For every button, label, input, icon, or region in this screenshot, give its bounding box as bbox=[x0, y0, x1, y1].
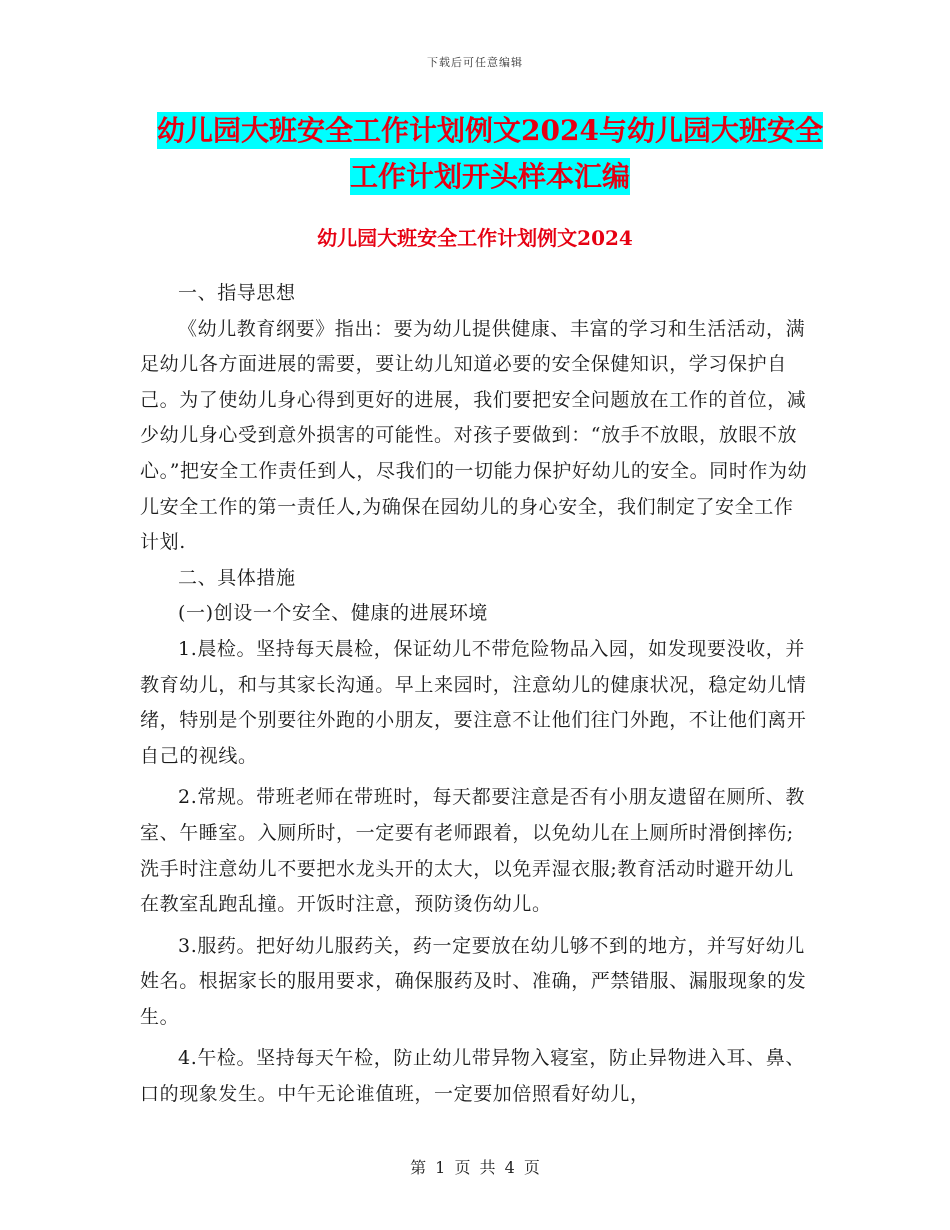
heading-guiding-thought: 一、指导思想 bbox=[178, 282, 296, 304]
heading-measures: 二、具体措施 bbox=[178, 566, 296, 589]
section-subtitle: 幼儿园大班安全工作计划例文2024 bbox=[317, 226, 633, 250]
paragraph-guiding-thought: 《幼儿教育纲要》指出：要为幼儿提供健康、丰富的学习和生活活动，满足幼儿各方面进展的需要，要让幼儿知道必要的安全保健知识，学习保护自己。为了使幼儿身心得到更好的进展，我们要把安全问题放在工作的首位，减少幼儿身心受到意外损害的可能性。对孩子要做到：“放手不放眼，放眼不放心。”把安全工作责任到人，尽我们的一切能力保护好幼儿的安全。同时作为幼儿安全工作的第一责任人,为确保在园幼儿的身心安全，我们制定了安全工作计划. bbox=[140, 317, 808, 554]
title-line-1: 幼儿园大班安全工作计划例文2024与幼儿园大班安全 bbox=[157, 114, 823, 147]
title-line-2: 工作计划开头样本汇编 bbox=[349, 160, 630, 193]
document-body bbox=[140, 276, 810, 1113]
paragraph-medicine: 3.服药。把好幼儿服药关，药一定要放在幼儿够不到的地方，并写好幼儿姓名。根据家长的服用要求，确保服药及时、准确，严禁错服、漏服现象的发生。 bbox=[140, 934, 807, 1028]
header-note: 下载后可任意编辑 bbox=[427, 56, 523, 69]
subheading-environment: (一)创设一个安全、健康的进展环境 bbox=[178, 602, 489, 625]
document-title bbox=[140, 108, 840, 200]
page-footer: 第 1 页 共 4 页 bbox=[410, 1158, 540, 1177]
paragraph-morning-check: 1.晨检。坚持每天晨检，保证幼儿不带危险物品入园，如发现要没收，并教育幼儿，和与其家长沟通。早上来园时，注意幼儿的健康状况，稳定幼儿情绪，特别是个别要往外跑的小朋友，要注意不让他们往门外跑，不让他们离开自己的视线。 bbox=[140, 637, 807, 767]
paragraph-noon-check: 4.午检。坚持每天午检，防止幼儿带异物入寝室，防止异物进入耳、鼻、口的现象发生。中午无论谁值班，一定要加倍照看好幼儿， bbox=[140, 1047, 805, 1106]
paragraph-routine: 2.常规。带班老师在带班时，每天都要注意是否有小朋友遗留在厕所、教室、午睡室。入厕所时，一定要有老师跟着，以免幼儿在上厕所时滑倒摔伤;洗手时注意幼儿不要把水龙头开的太大，以免弄湿衣服;教育活动时避开幼儿在教室乱跑乱撞。开饭时注意，预防烫伤幼儿。 bbox=[140, 786, 805, 916]
